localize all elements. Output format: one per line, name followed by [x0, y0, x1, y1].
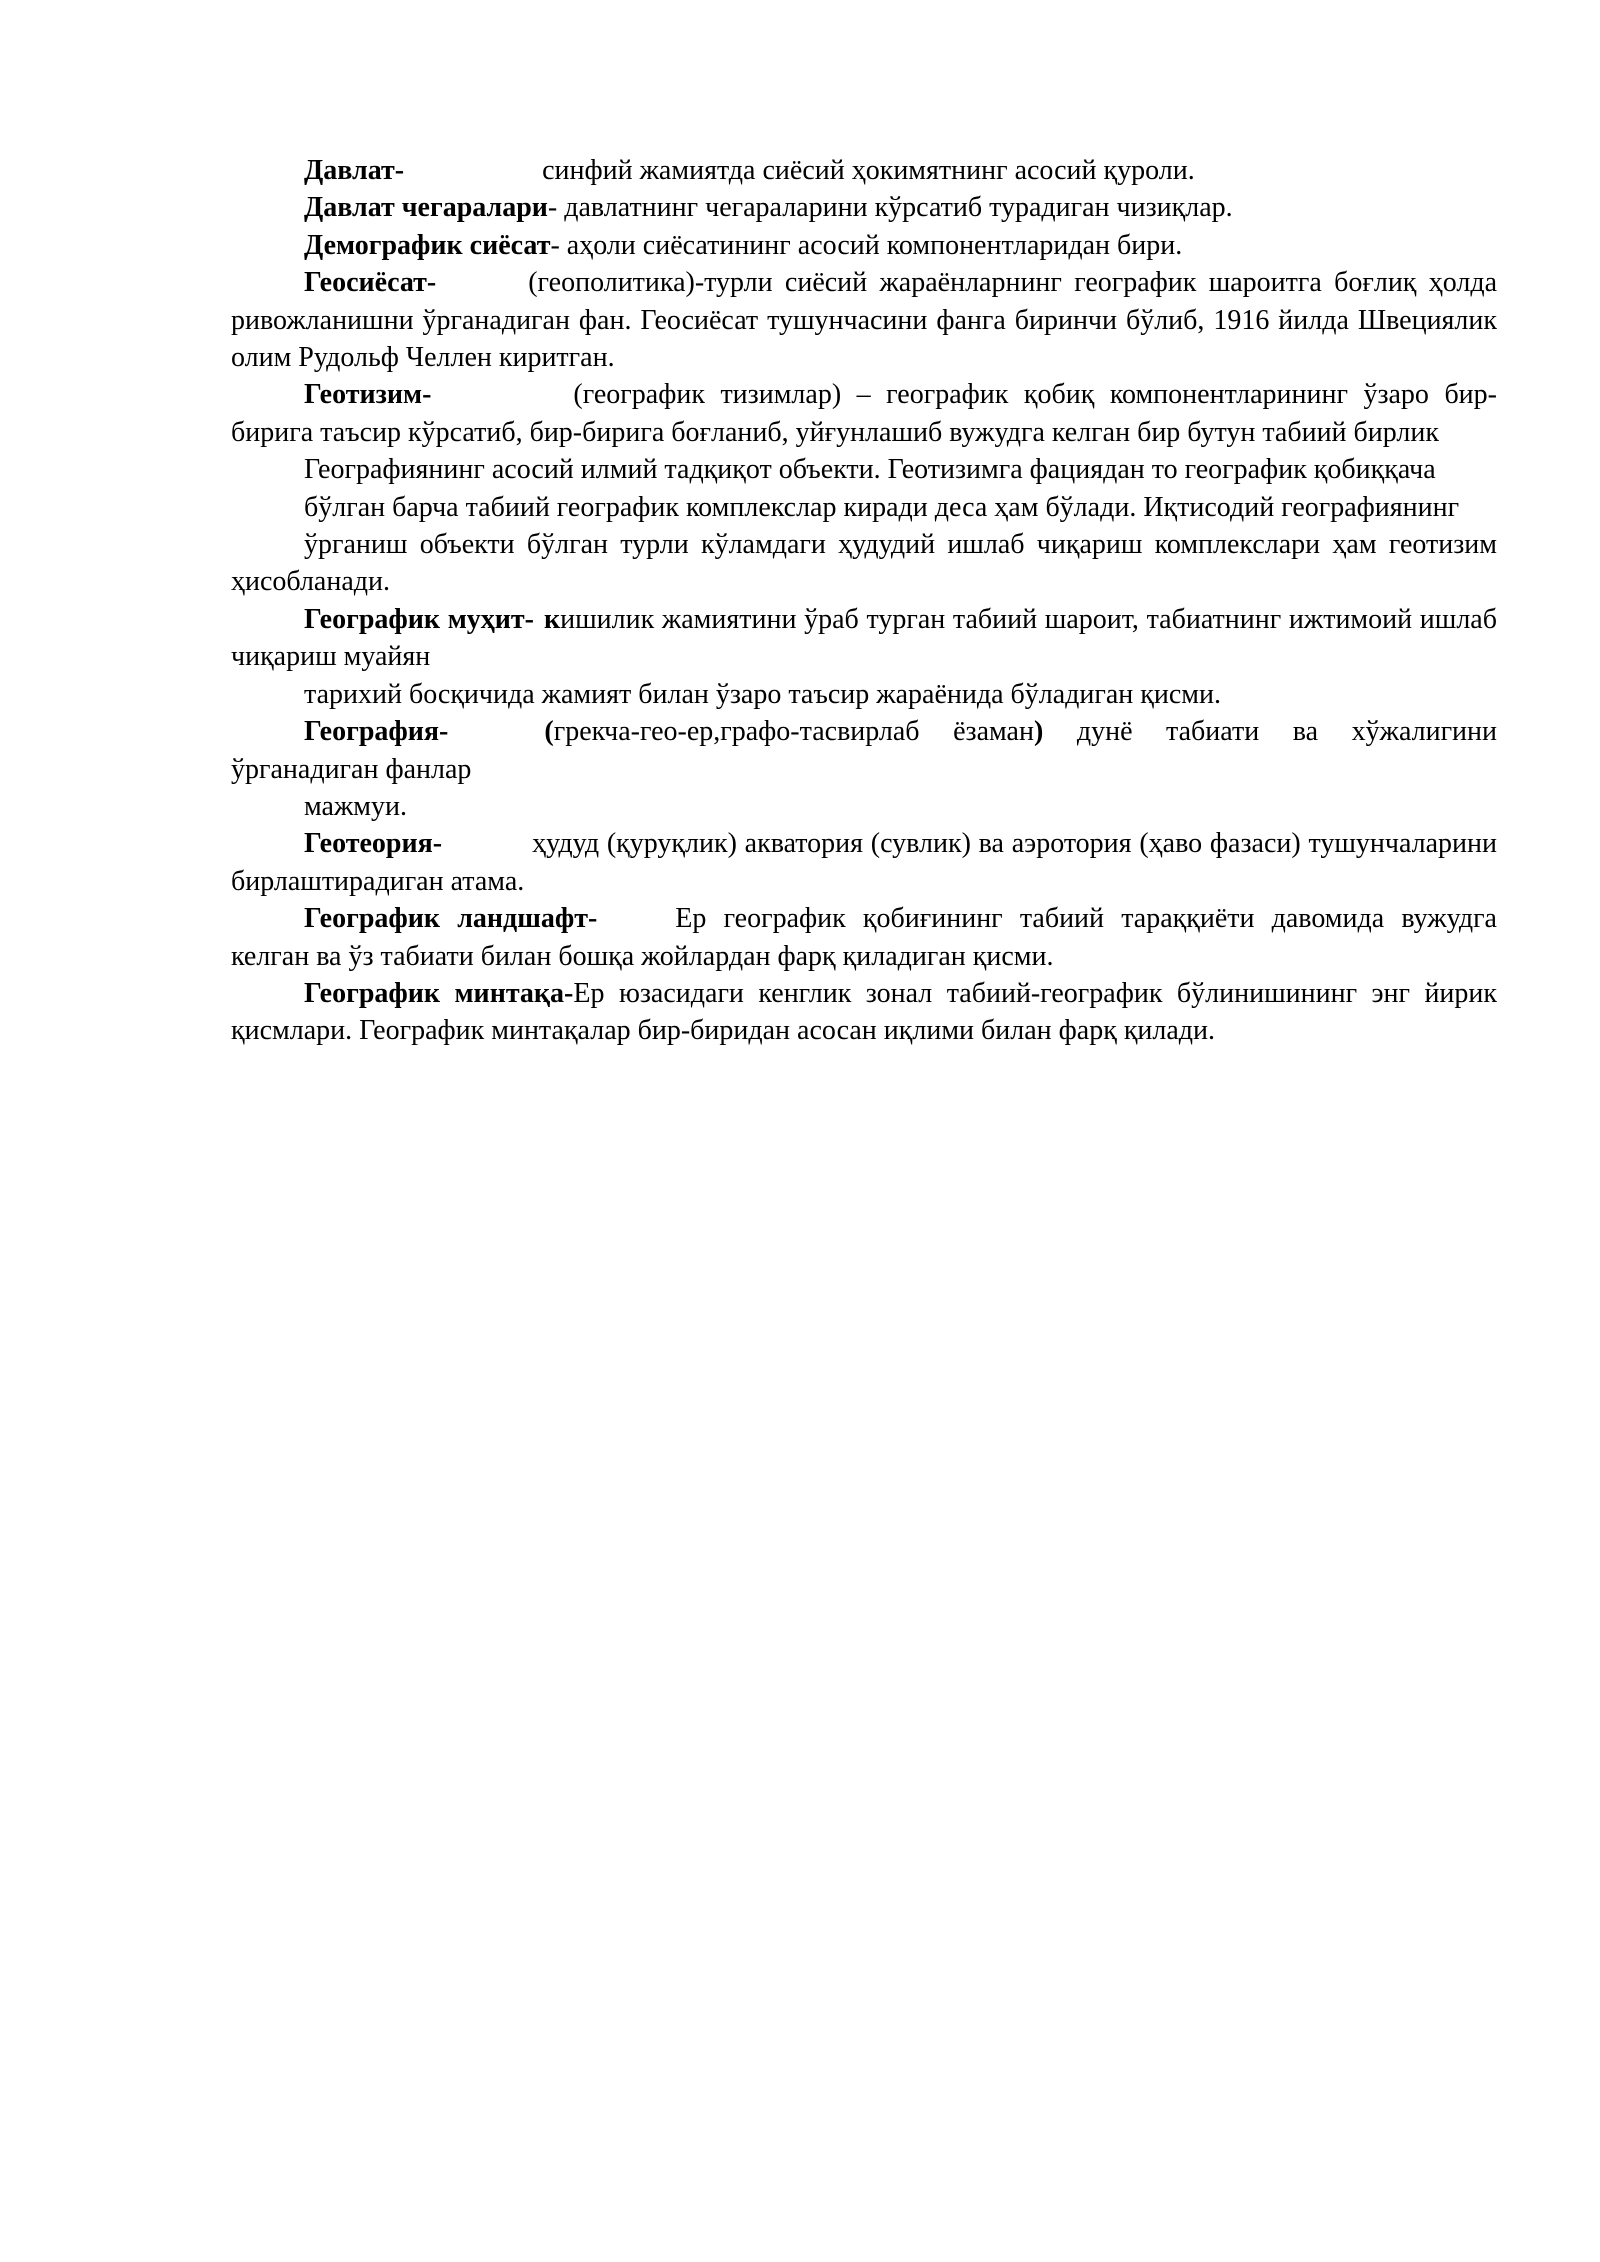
- definition: ҳудуд (қуруқлик) акватория (сувлик) ва аэротория (ҳаво фазаси) тушунчаларини бирлаштирадиган атама.: [231, 828, 1497, 897]
- term: Геосиёсат-: [304, 267, 437, 299]
- definition: - давлатнинг чегараларини кўрсатиб турадиган чизиқлар.: [547, 192, 1233, 224]
- entry-geosiyosat: [231, 264, 1497, 376]
- definition-rest: дунё табиати ва хўжалигини ўрганадиган фанлар: [231, 716, 1498, 785]
- geotizim-continuation-2: [231, 489, 1497, 526]
- term: Давлат чегаралари: [304, 192, 548, 224]
- definition: (геополитика)-турли сиёсий жараёнларнинг географик шароитга боғлиқ ҳолда ривожланишни ўрганадиган фан. Геосиёсат тушунчасини фанга биринчи бўлиб, 1916 йилда Швециялик олим Рудольф Челлен киритган.: [231, 267, 1497, 374]
- paragraph-text: тарихий босқичида жамият билан ўзаро таъсир жараёнида бўладиган қисми.: [304, 678, 1222, 710]
- term: Давлат-: [304, 155, 405, 186]
- definition: синфий жамиятда сиёсий ҳокимятнинг асосий қуроли.: [542, 155, 1195, 186]
- definition: - аҳоли сиёсатининг асосий компонентларидан бири.: [550, 229, 1183, 261]
- open-paren: (: [544, 716, 554, 748]
- geotizim-continuation-1: [231, 451, 1497, 488]
- term: Географик муҳит-: [304, 603, 534, 635]
- definition: грекча-гео-ер,графо-тасвирлаб ёзаман: [553, 716, 1034, 748]
- definition: Ер юзасидаги кенглик зонал табиий-географик бўлинишининг энг йирик қисмлари. Географик минтақалар бир-биридан асосан иқлими билан фарқ қилади.: [231, 977, 1497, 1047]
- entry-geografiya: [231, 713, 1497, 788]
- close-paren: ): [1033, 716, 1044, 748]
- definition: Ер географик қобиғининг табиий тараққиёти давомида вужудга келган ва ўз табиати билан бошқа жойлардан фарқ қиладиган қисми.: [231, 903, 1497, 972]
- paragraph-text: Географиянинг асосий илмий тадқиқот объекти. Геотизимга фациядан то географик қобиққача: [304, 454, 1436, 486]
- paragraph-text: бўлган барча табиий географик комплекслар киради деса ҳам бўлади. Иқтисодий географиянинг: [304, 491, 1460, 523]
- geotizim-continuation-3: [231, 526, 1497, 601]
- term: Геотизим-: [304, 379, 432, 411]
- entry-davlat-chegaralari: [231, 189, 1497, 226]
- geografiya-continuation: [231, 788, 1497, 825]
- paragraph-text: ўрганиш объекти бўлган турли кўламдаги ҳудудий ишлаб чиқариш комплекслари ҳам геотизим ҳисобланади.: [231, 529, 1497, 598]
- entry-geoteoriya: [231, 825, 1497, 900]
- geografik-muhit-continuation: [231, 676, 1497, 713]
- term-letter: к: [544, 603, 561, 635]
- entry-demografik-siyosat: [231, 227, 1497, 264]
- definition: ишилик жамиятини ўраб турган табиий шароит, табиатнинг ижтимоий ишлаб чиқариш муайян: [231, 603, 1497, 673]
- term: Демографик сиёсат: [304, 229, 551, 261]
- term: География-: [304, 716, 449, 748]
- term: Геотеория-: [304, 828, 443, 860]
- paragraph-text: мажмуи.: [304, 790, 408, 822]
- entry-geotizim: [231, 376, 1497, 451]
- entry-geografik-mintaqa: [231, 975, 1497, 1050]
- entry-geografik-muhit: [231, 601, 1497, 676]
- entry-geografik-landshaft: [231, 900, 1497, 975]
- definition: (географик тизимлар) – географик қобиқ компонентларининг ўзаро бир-бирига таъсир кўрсатиб, бир-бирига боғланиб, уйғунлашиб вужудга келган бир бутун табиий бирлик: [231, 379, 1497, 448]
- glossary-text: [231, 152, 1497, 1050]
- term: Географик ландшафт-: [304, 903, 598, 935]
- entry-davlat: [231, 152, 1497, 189]
- term: Географик минтақа-: [304, 977, 574, 1009]
